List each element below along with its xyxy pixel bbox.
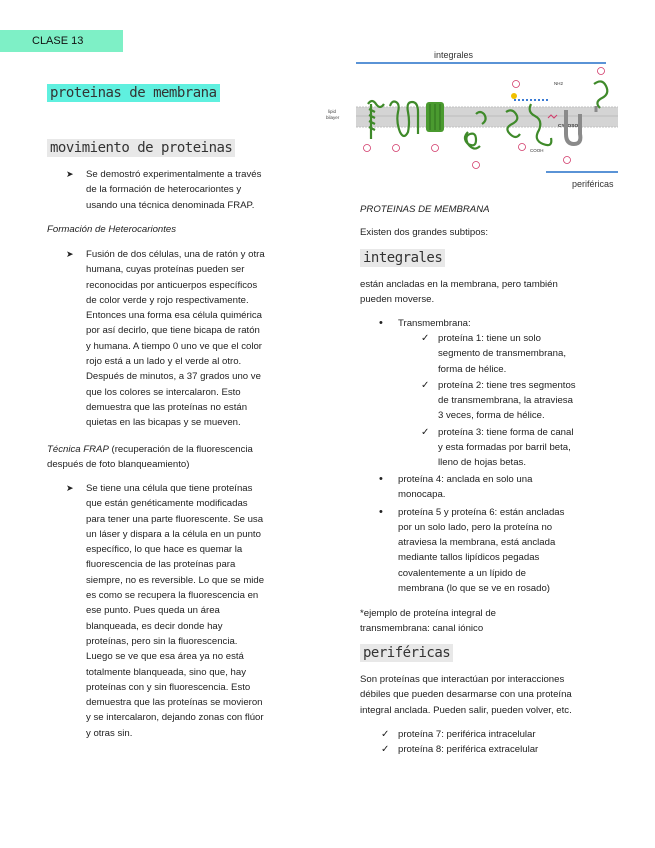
text-line: que están genéticamente modificadas (86, 498, 248, 510)
text-line: atraviesa la membrana, está anclada (398, 537, 556, 549)
text-line: reconocidas por anticuerpos específicos (86, 279, 258, 291)
section-title-perifericas: periféricas (360, 644, 453, 662)
main-title: proteinas de membrana (47, 84, 220, 102)
list-item (381, 727, 618, 742)
text-line: humana, cuyas proteínas pueden ser (86, 264, 245, 276)
list-item (379, 472, 608, 503)
membrane-figure (326, 44, 626, 194)
text-line: *ejemplo de proteína integral de (360, 608, 497, 619)
text-line: monocapa. (398, 489, 446, 501)
checkmark-icon: ✓ (381, 729, 390, 740)
text-line: quietas en las bicapas y se mueven. (86, 417, 241, 429)
dot-list (379, 472, 608, 598)
text-line: y humana. A tiempo 0 uno ve que el color (86, 340, 262, 352)
text-line: y otras sin. (86, 727, 133, 739)
cytosol-label: CYTOSOL (558, 124, 582, 129)
text-line: proteína 1: tiene un solo (438, 333, 541, 344)
bullet-dot-icon: • (379, 317, 383, 329)
text-line: mediante tallos lipídicos pegadas (398, 552, 540, 564)
membrane-diagram (326, 44, 626, 194)
text-line: que los colores se intercalaron. Esto (86, 386, 241, 398)
list-item (421, 331, 608, 377)
label-integrales: integrales (434, 50, 474, 60)
arrow-bullet-icon: ➤ (66, 249, 74, 259)
perifericas-desc (360, 672, 630, 718)
text-line: Se tiene una célula que tiene proteínas (86, 483, 253, 494)
section-title-movimiento: movimiento de proteinas (47, 139, 235, 157)
svg-text:bilayer: bilayer (326, 115, 340, 120)
text-line: 3 veces, forma de hélice. (438, 410, 545, 422)
text-line: Después de minutos, a 37 grados uno ve (86, 371, 261, 383)
bullet-dot-icon: • (379, 473, 383, 485)
section-title-integrales: integrales (360, 249, 445, 267)
checkmark-icon: ✓ (421, 333, 430, 344)
text-line: para tener una parte fluorescente. Se usa (86, 513, 264, 525)
text-line: membrana (lo que se ve en rosado) (398, 583, 550, 595)
checkmark-icon: ✓ (421, 379, 430, 391)
svg-text:lipid: lipid (328, 109, 337, 114)
hetero-paragraph (66, 247, 301, 431)
text-line: proteínas con y sin fluorescencia. Esto (86, 681, 251, 693)
text-line: de transmembrana, la atraviesa (438, 395, 573, 407)
frap-title-rest: (recuperación de la fluorescencia (108, 444, 253, 455)
text-line: Luego se ve que esa área ya no está (86, 651, 244, 663)
label-perifericas: periféricas (572, 179, 614, 189)
text-line: proteína 7: periférica intracelular (398, 729, 536, 740)
text-line: Entonces una forma esa célula quimérica (86, 310, 262, 322)
frap-title-line2: después de foto blanqueamiento) (47, 459, 190, 471)
integrales-desc (360, 277, 620, 308)
text-line: proteínas, pero sin la fluorescencia. (86, 635, 238, 647)
text-line: y esta formadas por barril beta, (438, 442, 571, 454)
text-line: de color verde y rojo respectivamente. (86, 294, 249, 306)
text-line: específico, lo que hace es quemar la (86, 544, 243, 556)
cooh-label: COOH (530, 148, 544, 153)
frap-title-italic: Técnica FRAP (47, 444, 109, 455)
text-line: demuestra que las proteínas se movieron (86, 697, 263, 709)
text-line: covalentemente a un lípido de (398, 567, 527, 579)
text-line: proteína 4: anclada en solo una (398, 474, 533, 485)
text-line: de la formación de heterocariontes y (86, 184, 242, 196)
mov-paragraph (66, 167, 301, 213)
text-line: transmembrana: canal iónico (360, 623, 484, 635)
text-line: proteína 3: tiene forma de canal (438, 426, 574, 438)
text-line: integral anclada. Pueden salir, pueden volver, etc. (360, 704, 572, 716)
text-line: por así decirlo, que tiene bicapa de ratón (86, 325, 260, 337)
text-line: y se intercalaron, dejando zonas con flúor (86, 712, 264, 724)
list-item (379, 505, 608, 597)
text-line: rojo está a un lado y el verde al otro. (86, 356, 242, 368)
frap-paragraph (66, 481, 301, 741)
text-line: están ancladas en la membrana, pero también (360, 279, 558, 290)
text-line: pueden moverse. (360, 294, 435, 306)
transmembrana-label: Transmembrana: (398, 318, 471, 329)
protein-1-marker (364, 145, 371, 152)
list-item (421, 378, 608, 424)
text-line: segmento de transmembrana, (438, 348, 566, 360)
example-note (360, 606, 610, 637)
text-line: blanqueada, es decir donde hay (86, 620, 223, 632)
check-list-transmembrana (421, 331, 608, 472)
text-line: ese punto. Pues queda un área (86, 605, 220, 617)
class-label: CLASE 13 (0, 30, 123, 52)
hetero-title: Formación de Heterocariontes (47, 224, 177, 235)
text-line: Se demostró experimentalmente a través (86, 169, 262, 180)
bullet-dot-icon: • (379, 505, 383, 518)
text-line: fluorescencia de las proteínas para (86, 559, 236, 571)
text-line: un láser y dispara a la célula en un punto (86, 528, 261, 540)
text-line: forma de hélice. (438, 363, 507, 375)
arrow-bullet-icon: ➤ (66, 483, 74, 493)
checkmark-icon: ✓ (381, 744, 390, 756)
list-item (381, 742, 618, 757)
transmembrana-item (379, 316, 471, 331)
text-line: Son proteínas que interactúan por interacciones (360, 674, 565, 685)
frap-title (47, 442, 297, 473)
text-line: débiles que pueden desarmarse con una proteína (360, 689, 572, 701)
right-heading: PROTEINAS DE MEMBRANA (360, 204, 490, 215)
text-line: siempre, no es reversible. Lo que se mide (86, 574, 265, 586)
text-line: totalmente blanqueada, sino que, hay (86, 666, 247, 678)
text-line: proteína 5 y proteína 6: están ancladas (398, 506, 565, 518)
nh2-label: NH2 (554, 81, 564, 86)
text-line: Fusión de dos células, una de ratón y otra (86, 249, 265, 260)
arrow-bullet-icon: ➤ (66, 169, 74, 179)
checkmark-icon: ✓ (421, 426, 430, 438)
text-line: es como se recupera la fluorescencia en (86, 590, 259, 602)
text-line: por un solo lado, pero la proteína no (398, 521, 553, 533)
perifericas-check-list (381, 727, 618, 758)
text-line: usando una técnica denominada FRAP. (86, 199, 255, 211)
text-line: proteína 2: tiene tres segmentos (438, 379, 576, 391)
text-line: proteína 8: periférica extracelular (398, 744, 539, 756)
text-line: lleno de hojas betas. (438, 457, 527, 469)
list-item (421, 425, 608, 471)
right-intro: Existen dos grandes subtipos: (360, 227, 488, 238)
text-line: demuestra que las proteínas no están (86, 401, 248, 413)
